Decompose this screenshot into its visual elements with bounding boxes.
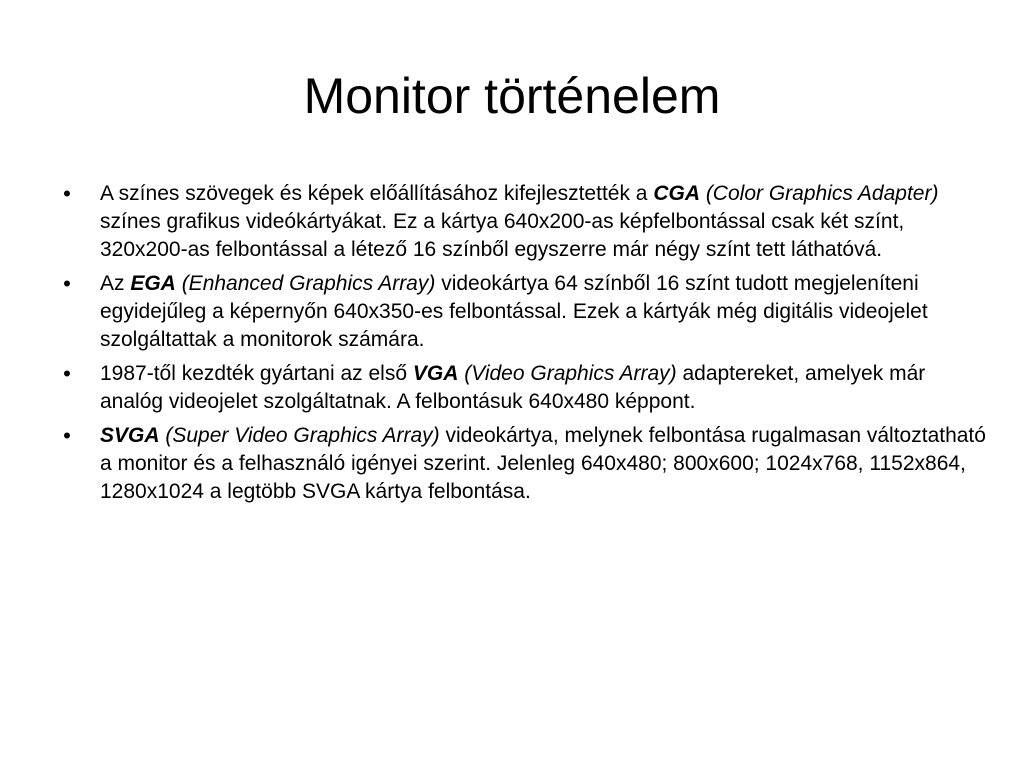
bullet-text-post: színes grafikus videókártyákat. Ez a kártya 640x200-as képfelbontással csak két színt, 320x200-as felbontással a létező 16 színből egyszerre már négy színt tett láthatóvá. <box>100 210 905 261</box>
bullet-icon: • <box>63 361 71 386</box>
bullet-list <box>57 180 987 512</box>
acronym-cga: CGA <box>653 182 700 205</box>
bullet-text-post: videokártya, melynek felbontása rugalmasan változtatható a monitor és a felhasználó igényei szerint. Jelenleg 640x480; 800x600; 1024x768, 1152x864, 1280x1024 a legtöbb SVGA kártya felbontása. <box>100 424 986 503</box>
acronym-expansion: (Video Graphics Array) <box>458 362 677 385</box>
bullet-icon: • <box>63 181 71 206</box>
slide-title: Monitor történelem <box>303 68 721 124</box>
bullet-item-ega <box>57 270 987 354</box>
bullet-text-pre: A színes szövegek és képek előállításához kifejlesztették a <box>100 182 654 205</box>
bullet-text-post: adaptereket, amelyek már analóg videojelet szolgáltatnak. A felbontásuk 640x480 képpont. <box>100 362 926 413</box>
bullet-text-pre: 1987-től kezdték gyártani az első <box>100 362 413 385</box>
bullet-text-post: videokártya 64 színből 16 színt tudott megjeleníteni egyidejűleg a képernyőn 640x350-es felbontással. Ezek a kártyák még digitális videojelet szolgáltattak a monitorok számára. <box>100 272 928 351</box>
acronym-expansion: (Enhanced Graphics Array) <box>175 272 436 295</box>
acronym-expansion: (Super Video Graphics Array) <box>159 424 440 447</box>
bullet-icon: • <box>63 423 71 448</box>
bullet-item-cga <box>57 180 987 264</box>
acronym-svga: SVGA <box>100 424 160 447</box>
acronym-vga: VGA <box>412 362 459 385</box>
bullet-item-svga <box>57 422 987 506</box>
acronym-expansion: (Color Graphics Adapter) <box>699 182 939 205</box>
acronym-ega: EGA <box>130 272 176 295</box>
bullet-icon: • <box>63 271 71 296</box>
bullet-item-vga <box>57 360 987 416</box>
bullet-text-pre: Az <box>100 272 131 295</box>
